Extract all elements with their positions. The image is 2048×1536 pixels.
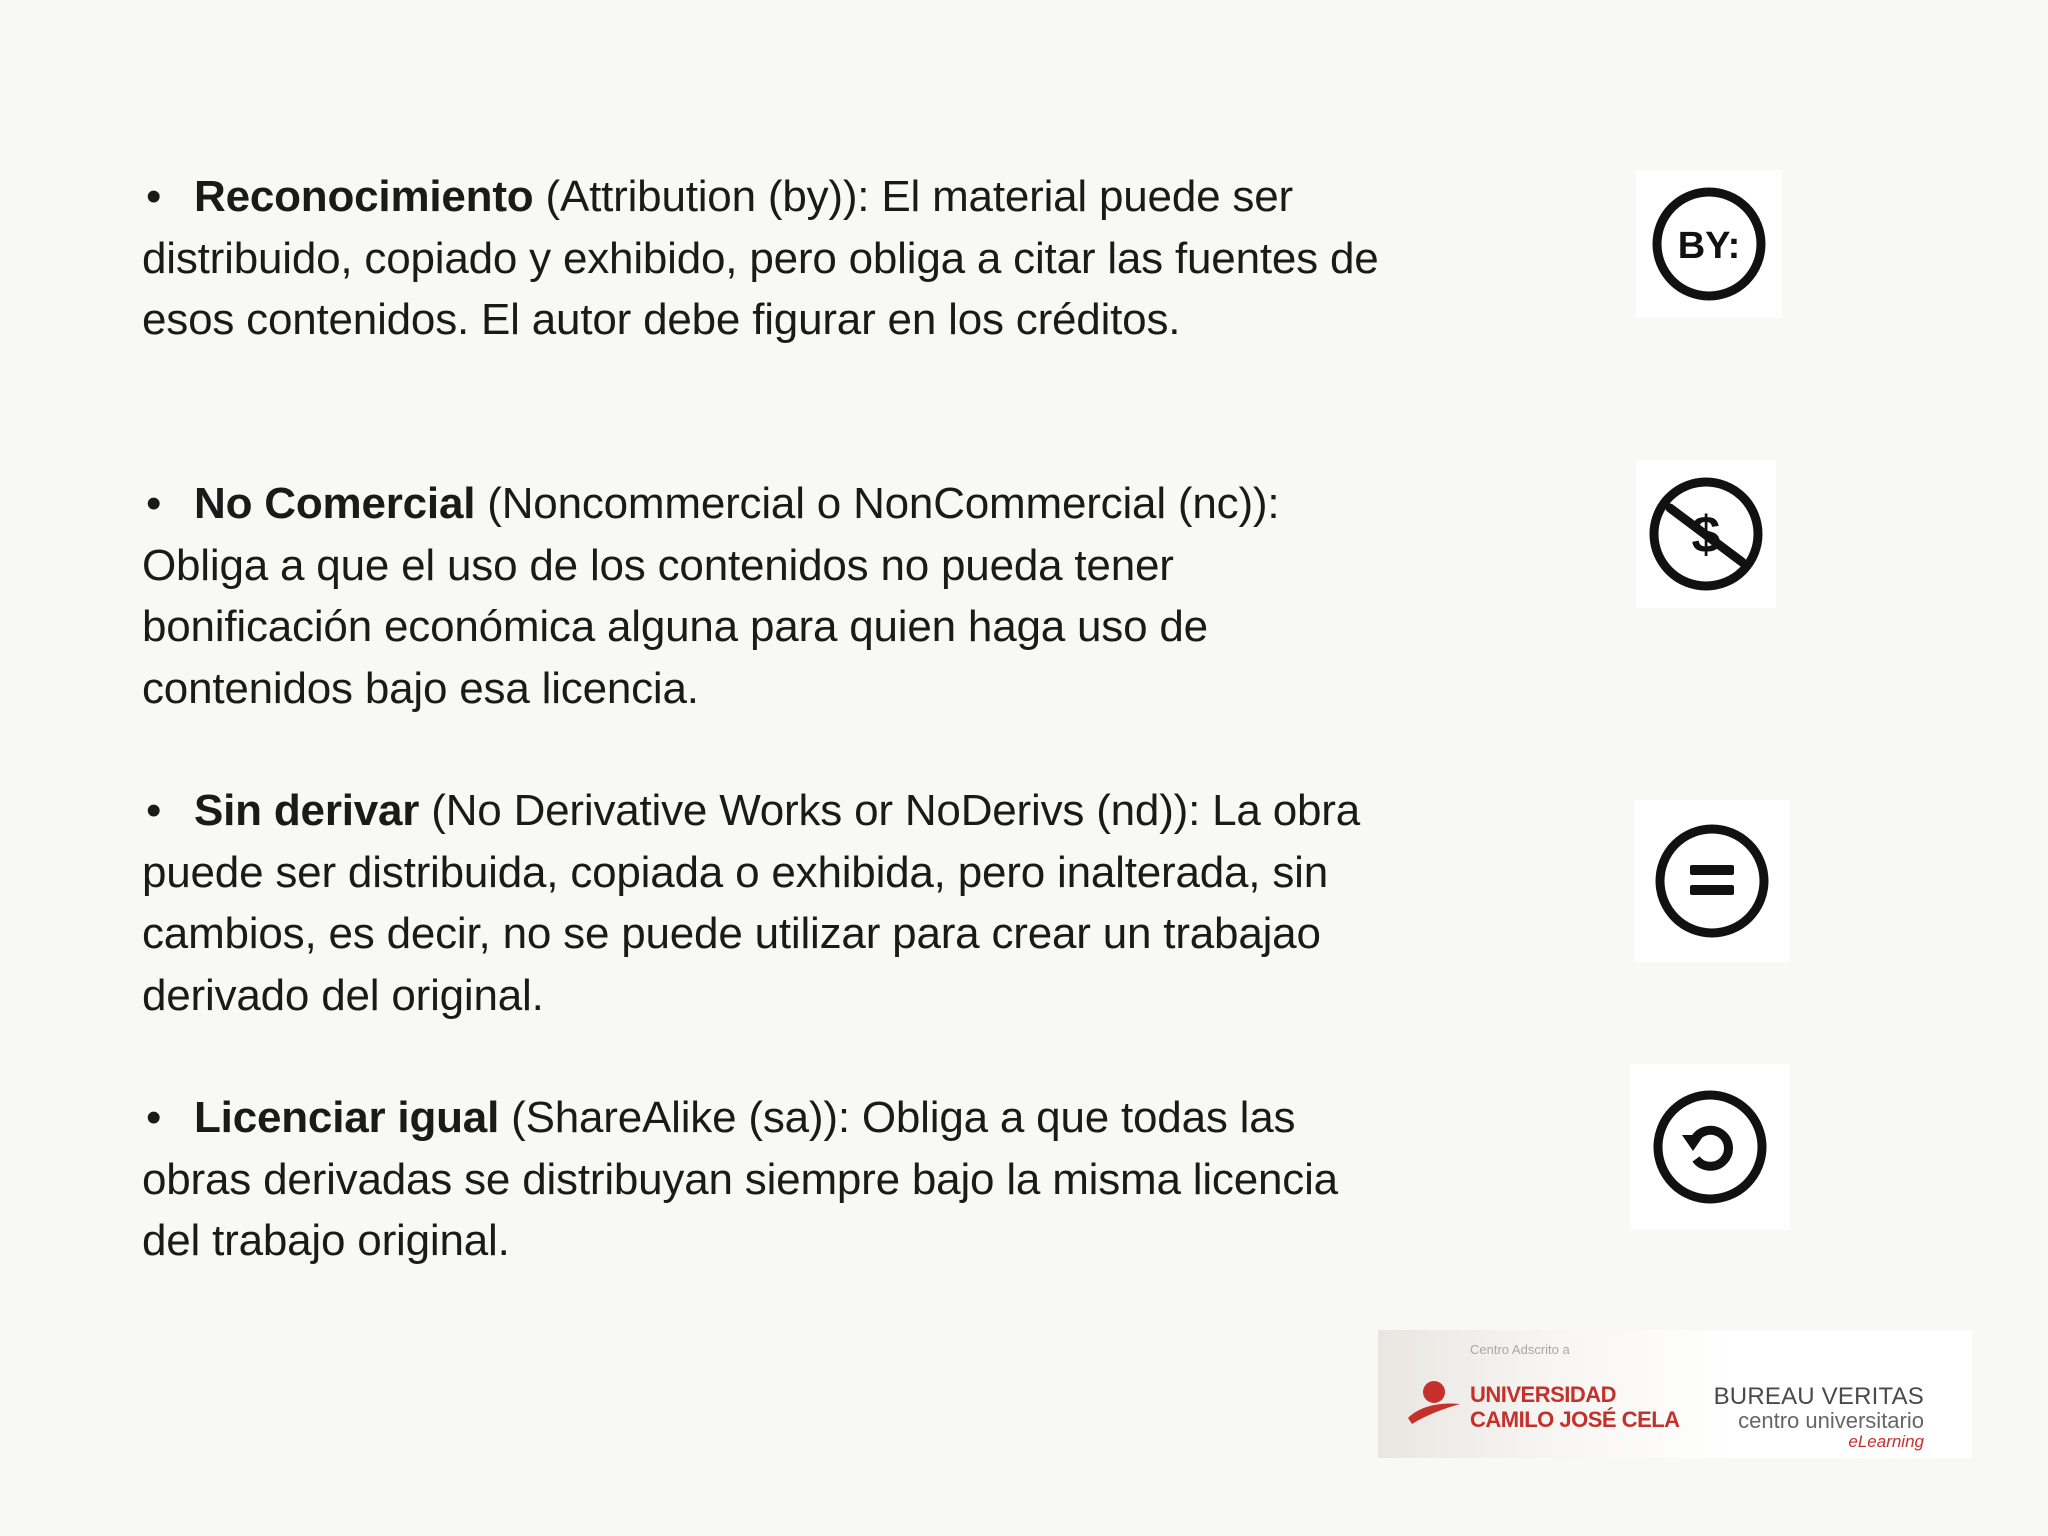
ucjc-logo-icon	[1406, 1380, 1462, 1426]
bullet: •	[146, 786, 162, 835]
cc-nc-label: $	[1691, 506, 1721, 564]
bullet: •	[146, 172, 162, 221]
bureau-line3: eLearning	[1848, 1432, 1924, 1451]
cc-sa-icon	[1630, 1064, 1790, 1230]
license-term: No Comercial	[194, 479, 476, 528]
university-name	[1470, 1382, 1680, 1432]
bureau-veritas	[1714, 1384, 1924, 1452]
institution-logo	[1378, 1330, 1972, 1458]
license-term: Reconocimiento	[194, 172, 534, 221]
cc-by-icon	[1636, 170, 1782, 318]
cc-nc-icon	[1636, 460, 1776, 608]
license-item-by	[142, 166, 1382, 351]
license-description: (ShareAlike (sa)): Obliga a que todas las obras derivadas se distribuyan siempre bajo la misma licencia del trabajo original.	[142, 1093, 1338, 1265]
bullet: •	[146, 1093, 162, 1142]
university-line1: UNIVERSIDAD	[1470, 1382, 1617, 1407]
license-item-nd	[142, 780, 1382, 1026]
bureau-line2: centro universitario	[1738, 1408, 1924, 1433]
bureau-line1: BUREAU VERITAS	[1713, 1383, 1924, 1410]
license-term: Sin derivar	[194, 786, 420, 835]
license-description: (No Derivative Works or NoDerivs (nd)): La obra puede ser distribuida, copiada o exhibida, pero inalterada, sin cambios, es decir, no se puede utilizar para crear un trabajao derivado del original.	[142, 786, 1360, 1020]
bullet: •	[146, 479, 162, 528]
cc-by-label: BY:	[1677, 225, 1741, 267]
license-description: (Noncommercial o NonCommercial (nc)): Obliga a que el uso de los contenidos no pueda tener bonificación económica alguna para quien haga uso de contenidos bajo esa licencia.	[142, 479, 1280, 713]
license-item-sa	[142, 1087, 1382, 1272]
license-description: (Attribution (by)): El material puede ser distribuido, copiado y exhibido, pero obliga a citar las fuentes de esos contenidos. El autor debe figurar en los créditos.	[142, 172, 1379, 344]
logo-caption: Centro Adscrito a	[1470, 1342, 1570, 1357]
university-line2: CAMILO JOSÉ CELA	[1470, 1407, 1680, 1432]
cc-nd-icon	[1634, 800, 1790, 962]
license-term: Licenciar igual	[194, 1093, 500, 1142]
license-item-nc	[142, 473, 1382, 719]
